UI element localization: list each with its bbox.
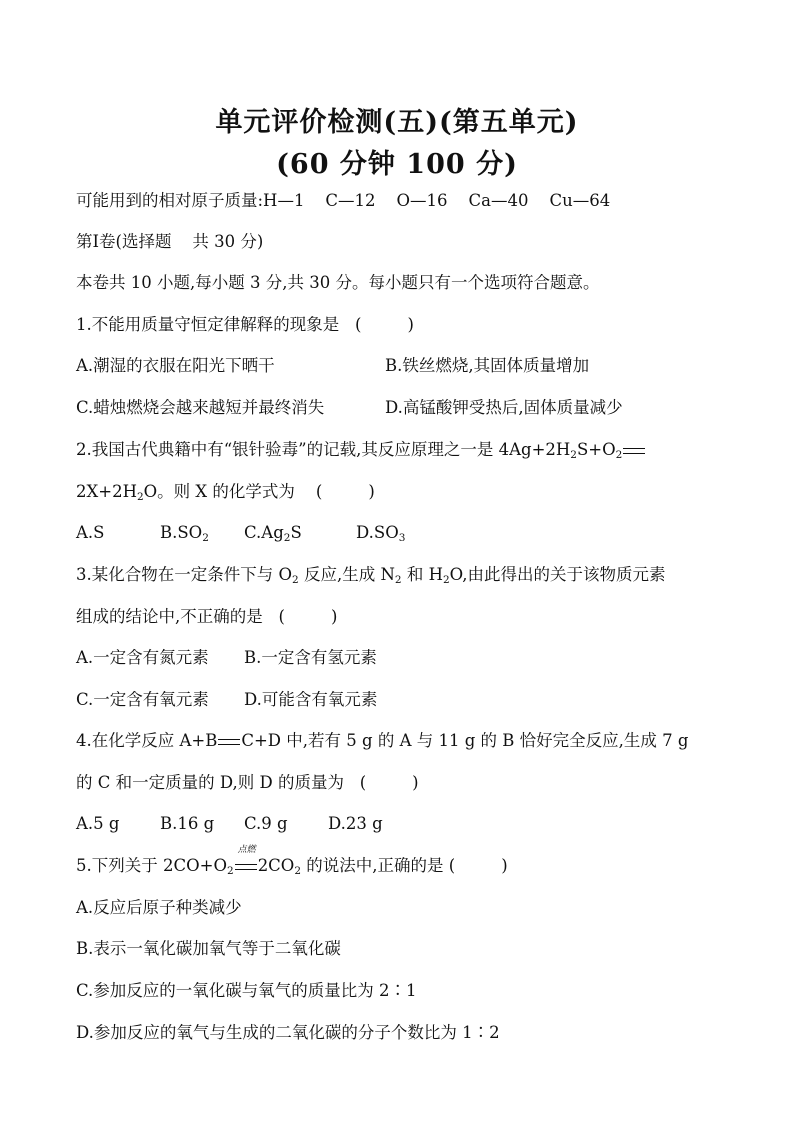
q2-option-d <box>356 525 405 542</box>
q5-stem <box>76 845 508 877</box>
reaction-equals-sign <box>623 442 645 459</box>
section-heading: 第Ⅰ卷(选择题 共 30 分) <box>76 232 264 251</box>
q2-option-d-text: D.SO <box>356 523 399 542</box>
q4-option-d: D.23 g <box>328 814 383 833</box>
q3-option-c: C.一定含有氧元素 <box>76 690 209 709</box>
q1-option-c: C.蜡烛燃烧会越来越短并最终消失 <box>76 398 325 417</box>
subscript: 2 <box>292 574 299 586</box>
q3-stem-part: 反应,生成 N <box>298 565 395 584</box>
q3-stem-line2 <box>76 609 337 626</box>
answer-paren-close: ) <box>330 607 338 626</box>
atomic-masses: 可能用到的相对原子质量:H—1 C—12 O—16 Ca—40 Cu—64 <box>76 191 611 210</box>
instruction: 本卷共 10 小题,每小题 3 分,共 30 分。每小题只有一个选项符合题意。 <box>76 273 600 292</box>
q5-option-b: B.表示一氧化碳加氧气等于二氧化碳 <box>76 939 341 958</box>
subscript: 2 <box>294 865 302 877</box>
q2-option-a: A.S <box>76 523 105 542</box>
subscript: 2 <box>136 491 144 503</box>
q3-stem-part: O,由此得出的关于该物质元素 <box>449 565 666 584</box>
q5-option-d: D.参加反应的氧气与生成的二氧化碳的分子个数比为 1∶2 <box>76 1023 500 1042</box>
answer-paren-open: ( <box>355 315 362 334</box>
q2-formula-part: S+O <box>576 440 616 459</box>
q3-option-a: A.一定含有氮元素 <box>76 648 209 667</box>
subscript: 2 <box>202 532 209 544</box>
q4-option-c: C.9 g <box>244 814 288 833</box>
q4-stem-text: 4.在化学反应 A+B <box>76 731 218 750</box>
q4-stem-part: C+D 中,若有 5 g 的 A 与 11 g 的 B 恰好完全反应,生成 7 g <box>241 731 689 750</box>
q1-stem-text: 1.不能用质量守恒定律解释的现象是 <box>76 315 340 334</box>
reaction-equals-sign <box>235 845 257 875</box>
q2-formula-part: 2X+2H <box>76 482 137 501</box>
q2-stem-text: 2.我国古代典籍中有“银针验毒”的记载,其反应原理之一是 4Ag+2H <box>76 440 571 459</box>
q1-option-d: D.高锰酸钾受热后,固体质量减少 <box>385 398 623 417</box>
exam-title: 单元评价检测(五)(第五单元) <box>215 107 579 138</box>
q4-stem <box>76 733 688 750</box>
answer-paren-open: ( <box>278 607 285 626</box>
q3-option-b: B.一定含有氢元素 <box>244 648 377 667</box>
q4-option-a: A.5 g <box>76 814 120 833</box>
answer-paren-close: ) <box>501 856 508 875</box>
exam-duration-score: (60 分钟 100 分) <box>276 149 518 180</box>
reaction-equals-sign <box>218 733 240 750</box>
q2-stem-line2 <box>76 484 375 501</box>
q4-stem-text-2: 的 C 和一定质量的 D,则 D 的质量为 <box>76 773 344 792</box>
subscript: 2 <box>394 574 402 586</box>
answer-paren-close: ) <box>412 773 419 792</box>
q1-option-b: B.铁丝燃烧,其固体质量增加 <box>385 356 590 375</box>
q2-option-b-text: B.SO <box>160 523 203 542</box>
reaction-condition: 点燃 <box>237 845 256 855</box>
q4-option-b: B.16 g <box>160 814 215 833</box>
subscript: 2 <box>442 574 450 586</box>
subscript: 2 <box>283 532 291 544</box>
q3-stem-text: 3.某化合物在一定条件下与 O <box>76 565 293 584</box>
subscript: 3 <box>398 532 406 544</box>
q2-option-c-text-2: S <box>290 523 302 542</box>
q1-stem <box>76 317 414 334</box>
q2-stem-text-2: O。则 X 的化学式为 <box>143 482 295 501</box>
subscript: 2 <box>615 449 623 461</box>
q3-stem-part: 和 H <box>401 565 443 584</box>
q3-stem <box>76 567 665 584</box>
q5-stem-part: 的说法中,正确的是 <box>301 856 444 875</box>
subscript: 2 <box>570 449 577 461</box>
q3-stem-text-2: 组成的结论中,不正确的是 <box>76 607 263 626</box>
q2-option-c-text: C.Ag <box>244 523 284 542</box>
q4-stem-line2 <box>76 775 419 792</box>
answer-paren-open: ( <box>315 482 323 501</box>
q5-option-a: A.反应后原子种类减少 <box>76 898 242 917</box>
q5-stem-text: 5.下列关于 2CO+O <box>76 856 227 875</box>
answer-paren-close: ) <box>368 482 375 501</box>
answer-paren-open: ( <box>448 856 456 875</box>
q2-stem <box>76 442 646 459</box>
answer-paren-close: ) <box>407 315 414 334</box>
q2-option-c <box>244 525 302 542</box>
q1-option-a: A.潮湿的衣服在阳光下晒干 <box>76 356 275 375</box>
q5-option-c: C.参加反应的一氧化碳与氧气的质量比为 2∶1 <box>76 981 417 1000</box>
q3-option-d: D.可能含有氧元素 <box>244 690 378 709</box>
q5-formula-part: 2CO <box>257 856 295 875</box>
answer-paren-open: ( <box>359 773 367 792</box>
subscript: 2 <box>227 865 234 877</box>
q2-option-b <box>160 525 209 542</box>
